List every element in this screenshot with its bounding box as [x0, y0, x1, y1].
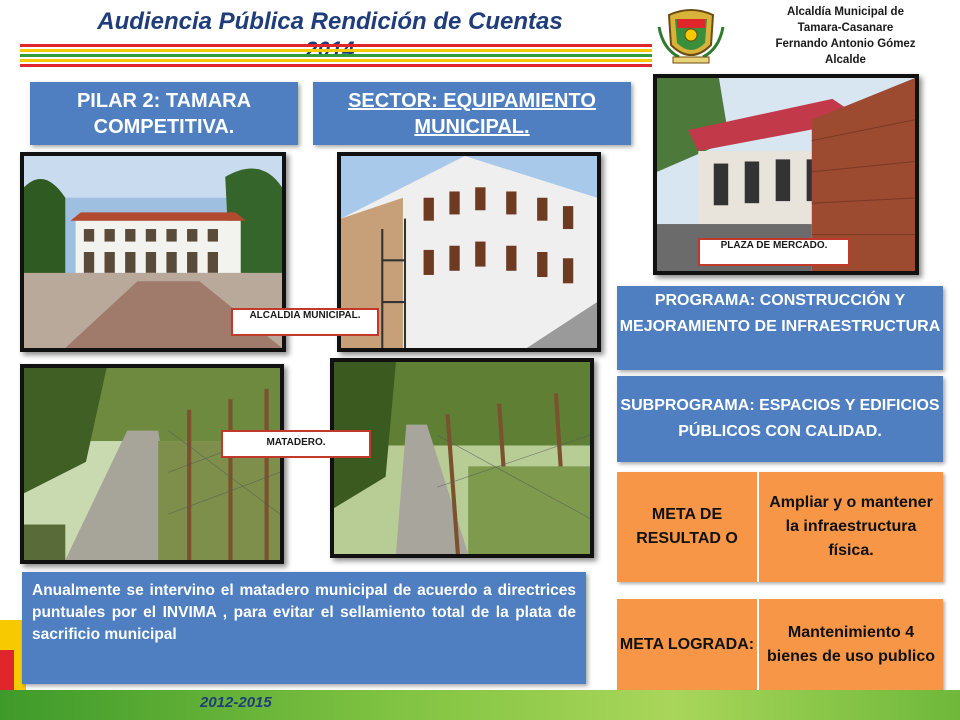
flag-stripe-yellow [20, 59, 652, 62]
footer-years: 2012-2015 [200, 694, 272, 711]
caption-plaza-mercado: PLAZA DE MERCADO. [698, 238, 850, 266]
mayor-line: Tamara-Casanare [797, 22, 894, 34]
flag-stripe-yellow [20, 49, 652, 52]
meta-lograda-row [617, 599, 943, 691]
meta-label: META DE RESULTAD O [617, 472, 759, 582]
footer-band [0, 690, 960, 720]
meta-value: Mantenimiento 4 bienes de uso publico [766, 624, 936, 665]
municipal-crest-icon [655, 5, 727, 67]
mayor-info [738, 4, 953, 68]
pilar-heading: PILAR 2: TAMARA COMPETITIVA. [30, 82, 298, 145]
mayor-line: Alcaldía Municipal de [787, 6, 904, 18]
footer-flag-red [0, 650, 14, 690]
meta-label: META LOGRADA: [617, 599, 759, 691]
matadero-path-photo [20, 364, 284, 564]
subprograma-box: SUBPROGRAMA: ESPACIOS Y EDIFICIOS PÚBLICOS CON CALIDAD. [617, 376, 943, 462]
description-box: Anualmente se intervino el matadero municipal de acuerdo a directrices puntuales por el INVIMA , para evitar el sellamiento total de la plata de sacrificio municipal [22, 572, 586, 684]
mayor-line: Alcalde [825, 54, 866, 66]
flag-stripe-red [20, 44, 652, 47]
mayor-line: Fernando Antonio Gómez [775, 38, 916, 50]
matadero-fence-photo [330, 358, 594, 558]
caption-alcaldia: ALCALDIA MUNICIPAL. [231, 308, 379, 336]
meta-resultado-row [617, 472, 943, 582]
meta-value: Ampliar y o mantener la infraestructura física. [769, 494, 933, 559]
caption-matadero: MATADERO. [221, 430, 371, 458]
programa-box: PROGRAMA: CONSTRUCCIÓN Y MEJORAMIENTO DE INFRAESTRUCTURA [617, 286, 943, 370]
title-text: Audiencia Pública Rendición de Cuentas [97, 8, 563, 35]
flag-stripe-green [20, 54, 652, 57]
sector-heading: SECTOR: EQUIPAMIENTO MUNICIPAL. [313, 82, 631, 145]
flag-stripe-red [20, 64, 652, 67]
